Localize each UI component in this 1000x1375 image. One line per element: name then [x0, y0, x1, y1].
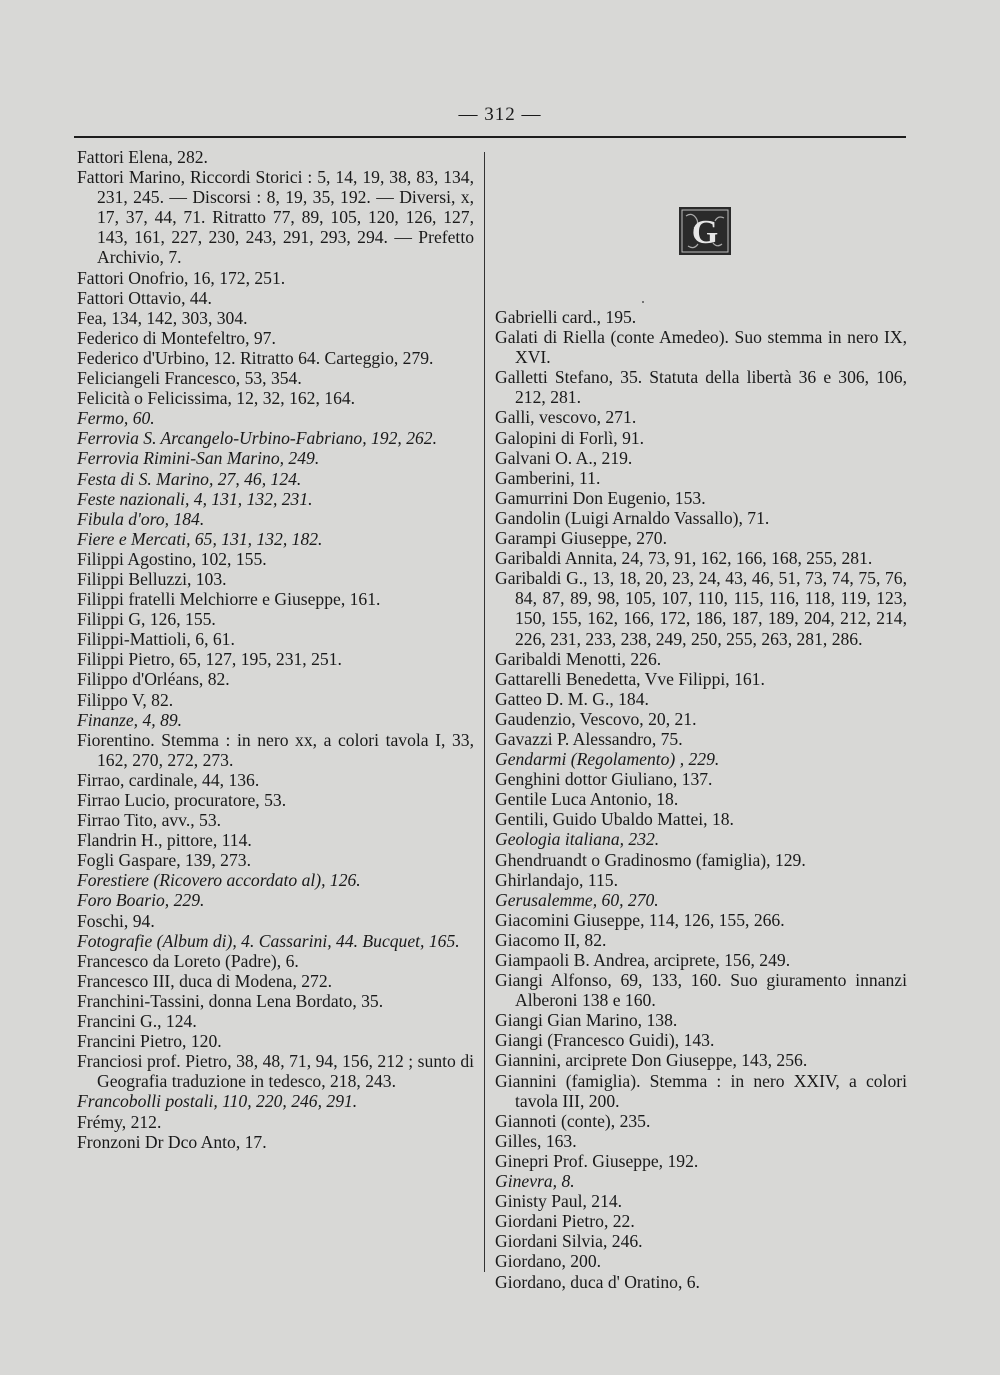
index-entry: Gattarelli Benedetta, Vve Filippi, 161. — [495, 668, 765, 689]
index-entry: Francobolli postali, 110, 220, 246, 291. — [77, 1091, 358, 1112]
index-entry: Garampi Giuseppe, 270. — [495, 528, 667, 549]
column-divider — [484, 152, 485, 1272]
index-entry: Gaudenzio, Vescovo, 20, 21. — [495, 708, 697, 729]
index-entry: Giacomini Giuseppe, 114, 126, 155, 266. — [495, 909, 785, 930]
index-entry: Fibula d'oro, 184. — [77, 508, 205, 529]
index-entry: Giannini, arciprete Don Giuseppe, 143, 256. — [495, 1050, 808, 1071]
index-entry: Feliciangeli Francesco, 53, 354. — [77, 368, 302, 389]
index-entry: Gavazzi P. Alessandro, 75. — [495, 728, 683, 749]
index-entry: Filippo V, 82. — [77, 689, 174, 710]
index-entry: Giampaoli B. Andrea, arciprete, 156, 249. — [495, 950, 791, 970]
index-entry: Filippi Pietro, 65, 127, 195, 231, 251. — [77, 649, 342, 670]
index-entry: Giordani Pietro, 22. — [495, 1211, 635, 1232]
index-entry: Gerusalemme, 60, 270. — [495, 889, 659, 910]
index-entry: Fogli Gaspare, 139, 273. — [77, 850, 251, 871]
index-entry: Filippi Belluzzi, 103. — [77, 568, 227, 589]
index-entry: Francini G., 124. — [77, 1011, 197, 1032]
index-entry: Filippo d'Orléans, 82. — [77, 669, 230, 690]
index-entry: Forestiere (Ricovero accordato al), 126. — [77, 870, 361, 891]
index-entry: Ginevra, 8. — [495, 1171, 575, 1192]
index-entry: Foschi, 94. — [77, 910, 155, 931]
index-entry: Ferrovia Rimini-San Marino, 249. — [77, 448, 320, 469]
index-entry: Federico di Montefeltro, 97. — [77, 327, 276, 348]
index-entry: Gendarmi (Regolamento) , 229. — [495, 749, 720, 770]
index-entry: Filippi fratelli Melchiorre e Giuseppe, 161. — [77, 589, 381, 610]
index-entry: Galopini di Forlì, 91. — [495, 427, 645, 448]
index-entry: Ghendruandt o Gradinosmo (famiglia), 129. — [495, 849, 806, 870]
index-entry: Giordani Silvia, 246. — [495, 1231, 643, 1252]
index-entry: Fiorentino. Stemma : in nero xx, a colori tavola I, 33, 162, 270, 272, 273. — [77, 729, 474, 770]
index-entry: Finanze, 4, 89. — [77, 709, 183, 730]
index-column-left — [77, 147, 474, 1152]
index-entry: Filippi G, 126, 155. — [77, 609, 216, 630]
header-rule — [74, 136, 906, 138]
index-entry: Giordano, duca d' Oratino, 6. — [495, 1271, 700, 1292]
index-entry: Genghini dottor Giuliano, 137. — [495, 769, 713, 790]
index-entry: Felicità o Felicissima, 12, 32, 162, 164. — [77, 388, 356, 409]
index-entry: Galli, vescovo, 271. — [495, 407, 637, 428]
index-entry: Galletti Stefano, 35. Statuta della libertà 36 e 306, 106, 212, 281. — [495, 367, 907, 408]
index-entry: Giacomo II, 82. — [495, 929, 607, 950]
index-entry: Gandolin (Luigi Arnaldo Vassallo), 71. — [495, 507, 770, 528]
index-entry: Gilles, 163. — [495, 1130, 577, 1151]
index-entry: Giannini (famiglia). Stemma : in nero XXIV, a colori tavola III, 200. — [495, 1070, 907, 1111]
index-entry: Foro Boario, 229. — [77, 890, 205, 911]
index-entry: Ginepri Prof. Giuseppe, 192. — [495, 1150, 699, 1171]
index-entry: Federico d'Urbino, 12. Ritratto 64. Carteggio, 279. — [77, 347, 434, 368]
index-entry: Franchini-Tassini, donna Lena Bordato, 35. — [77, 990, 384, 1011]
index-entry: Gentile Luca Antonio, 18. — [495, 789, 679, 810]
index-column-right — [495, 307, 907, 1292]
decorative-initial-g — [678, 206, 732, 256]
index-entry: Giordano, 200. — [495, 1251, 602, 1272]
index-entry: Firrao Lucio, procuratore, 53. — [77, 790, 287, 810]
index-entry: Fattori Onofrio, 16, 172, 251. — [77, 267, 286, 288]
index-entry: Francesco da Loreto (Padre), 6. — [77, 950, 299, 971]
index-entry: Firrao, cardinale, 44, 136. — [77, 769, 260, 790]
index-entry: Gamurrini Don Eugenio, 153. — [495, 487, 706, 508]
index-entry: Fattori Elena, 282. — [77, 147, 208, 167]
index-entry: Gentili, Guido Ubaldo Mattei, 18. — [495, 809, 734, 830]
page-number: — 312 — — [458, 104, 542, 125]
index-entry: Geologia italiana, 232. — [495, 829, 660, 850]
index-entry: Gatteo D. M. G., 184. — [495, 688, 649, 709]
index-entry: Feste nazionali, 4, 131, 132, 231. — [77, 488, 313, 509]
index-entry: Ghirlandajo, 115. — [495, 869, 618, 890]
index-entry: Fiere e Mercati, 65, 131, 132, 182. — [77, 528, 323, 549]
index-entry: Fea, 134, 142, 303, 304. — [77, 307, 248, 328]
index-entry: Filippi-Mattioli, 6, 61. — [77, 629, 235, 650]
index-entry: Franciosi prof. Pietro, 38, 48, 71, 94, 156, 212 ; sunto di Geografia traduzione in tedesco, 218, 243. — [77, 1051, 474, 1092]
index-entry: Giangi (Francesco Guidi), 143. — [495, 1030, 715, 1051]
index-entry: Giannoti (conte), 235. — [495, 1110, 651, 1131]
index-entry: Galvani O. A., 219. — [495, 447, 633, 468]
index-entry: Fotografie (Album di), 4. Cassarini, 44. Bucquet, 165. — [77, 930, 460, 951]
index-entry: Flandrin H., pittore, 114. — [77, 830, 252, 851]
index-entry: Filippi Agostino, 102, 155. — [77, 548, 267, 569]
index-entry: Ginisty Paul, 214. — [495, 1191, 623, 1212]
index-entry: Francini Pietro, 120. — [77, 1031, 222, 1052]
index-entry: Frémy, 212. — [77, 1111, 162, 1132]
index-entry: Fronzoni Dr Dco Anto, 17. — [77, 1131, 267, 1152]
index-entry: Giangi Gian Marino, 138. — [495, 1010, 678, 1031]
index-entry: Giangi Alfonso, 69, 133, 160. Suo giuramento innanzi Alberoni 138 e 160. — [495, 970, 907, 1011]
index-entry: Garibaldi Annita, 24, 73, 91, 162, 166, 168, 255, 281. — [495, 548, 873, 569]
index-entry: Gamberini, 11. — [495, 467, 601, 488]
index-entry: Garibaldi Menotti, 226. — [495, 648, 662, 669]
index-entry: Ferrovia S. Arcangelo-Urbino-Fabriano, 192, 262. — [77, 428, 437, 449]
index-entry: Galati di Riella (conte Amedeo). Suo stemma in nero IX, XVI. — [495, 327, 907, 368]
svg-text:G: G — [691, 214, 719, 251]
speck — [642, 301, 644, 303]
index-entry: Festa di S. Marino, 27, 46, 124. — [77, 468, 302, 489]
index-entry: Fattori Marino, Riccordi Storici : 5, 14, 19, 38, 83, 134, 231, 245. — Discorsi : 8, 19, 35, 192. — Diversi, x, 17, 37, 44, 71. Ritratto 77, 89, 105, 120, 126, 127, 143, 161, 227, 230, 243, 291, 293, 294. — Prefetto Archivio, 7. — [77, 167, 474, 268]
index-entry: Gabrielli card., 195. — [495, 307, 637, 327]
index-entry: Garibaldi G., 13, 18, 20, 23, 24, 43, 46, 51, 73, 74, 75, 76, 84, 87, 89, 98, 105, 107, 110, 115, 116, 118, 119, 123, 150, 155, 162, 166, 172, 186, 187, 189, 204, 212, 214, 226, 231, 233, 238, 249, 250, 255, 263, 281, 286. — [495, 568, 907, 649]
index-entry: Fermo, 60. — [77, 408, 155, 429]
index-entry: Francesco III, duca di Modena, 272. — [77, 970, 333, 991]
index-entry: Firrao Tito, avv., 53. — [77, 810, 222, 831]
index-entry: Fattori Ottavio, 44. — [77, 287, 212, 308]
